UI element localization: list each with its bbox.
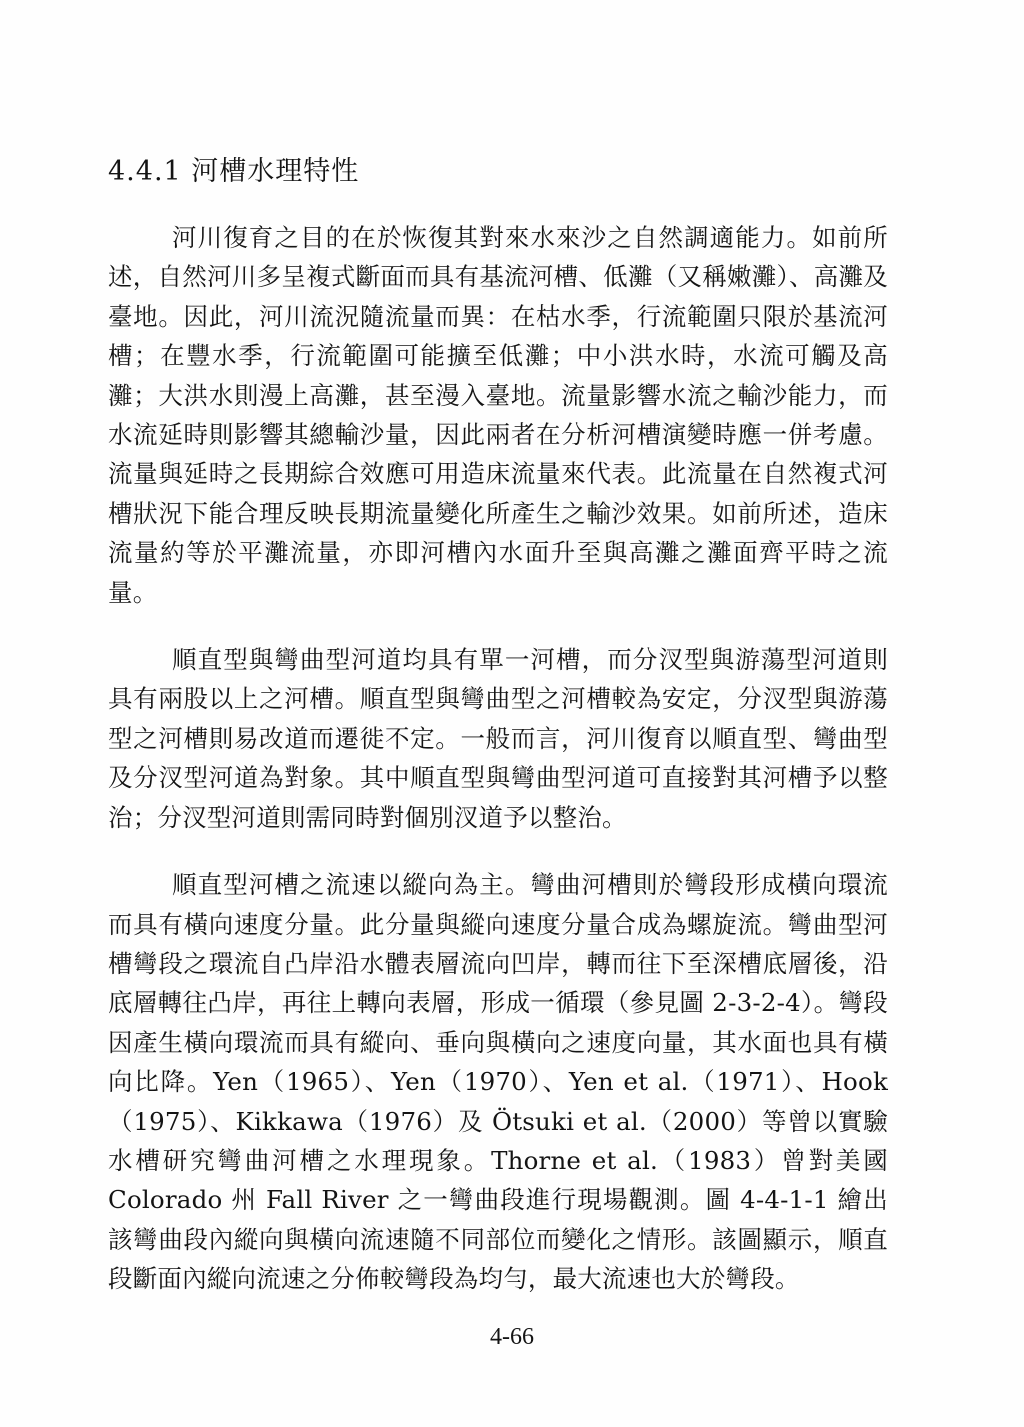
paragraph-bend-flow: 順直型河槽之流速以縱向為主。彎曲河槽則於彎段形成橫向環流而具有橫向速度分量。此分量與縱向速度分量合成為螺旋流。彎曲型河槽彎段之環流自凸岸沿水體表層流向凹岸，轉而往下至深槽底層後，沿底層轉往凸岸，再往上轉向表層，形成一循環（參見圖 2-3-2-4）。彎段因產生橫向環流而具有縱向、垂向與橫向之速度向量，其水面也具有橫向比降。Yen（1965）、Yen（1970）、Yen et al.（1971）、Hook（1975）、Kikkawa（1976）及 Ötsuki et al.（2000）等曾以實驗水槽研究彎曲河槽之水理現象。Thorne et al.（1983）曾對美國 Colorado 州 Fall River 之一彎曲段進行現場觀測。圖 4-4-1-1 繪出該彎曲段內縱向與橫向流速隨不同部位而變化之情形。該圖顯示，順直段斷面內縱向流速之分佈較彎段為均勻，最大流速也大於彎段。 [108, 870, 888, 1294]
page-number: 4-66 [490, 1324, 534, 1350]
body-text [108, 218, 888, 1299]
paragraph-channel-types: 順直型與彎曲型河道均具有單一河槽，而分汊型與游蕩型河道則具有兩股以上之河槽。順直型與彎曲型之河槽較為安定，分汊型與游蕩型之河槽則易改道而遷徙不定。一般而言，河川復育以順直型、彎曲型及分汊型河道為對象。其中順直型與彎曲型河道可直接對其河槽予以整治；分汊型河道則需同時對個別汊道予以整治。 [108, 645, 888, 832]
paragraph-river-restoration: 河川復育之目的在於恢復其對來水來沙之自然調適能力。如前所述，自然河川多呈複式斷面而具有基流河槽、低灘（又稱嫩灘）、高灘及臺地。因此，河川流況隨流量而異：在枯水季，行流範圍只限於基流河槽；在豐水季，行流範圍可能擴至低灘；中小洪水時，水流可觸及高灘；大洪水則漫上高灘，甚至漫入臺地。流量影響水流之輸沙能力，而水流延時則影響其總輸沙量，因此兩者在分析河槽演變時應一併考慮。流量與延時之長期綜合效應可用造床流量來代表。此流量在自然複式河槽狀況下能合理反映長期流量變化所產生之輸沙效果。如前所述，造床流量約等於平灘流量，亦即河槽內水面升至與高灘之灘面齊平時之流量。 [108, 223, 888, 607]
section-heading: 4.4.1 河槽水理特性 [108, 156, 360, 187]
